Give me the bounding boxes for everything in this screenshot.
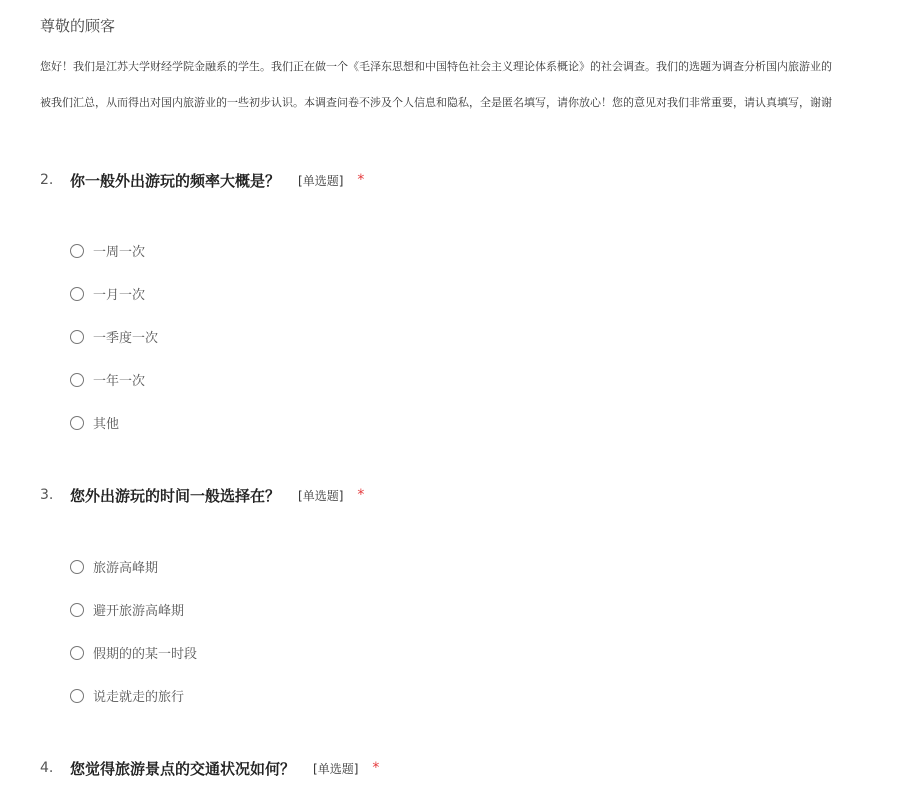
intro-text-line-1: 您好！我们是江苏大学财经学院金融系的学生。我们正在做一个《毛泽东思想和中国特色社会主义理论体系概论》的社会调查。我们的选题为调查分析国内旅游业的 <box>40 60 832 73</box>
required-mark: * <box>372 760 380 776</box>
radio-button[interactable] <box>70 287 84 301</box>
option-weekly[interactable] <box>70 241 145 260</box>
question-header <box>40 168 364 192</box>
radio-button[interactable] <box>70 416 84 430</box>
question-number: 2. <box>40 172 54 188</box>
option-label: 旅游高峰期 <box>93 561 159 576</box>
question-title: 您外出游玩的时间一般选择在？ <box>70 486 281 505</box>
question-type-badge: [单选题] <box>298 173 344 188</box>
question-header <box>40 756 379 780</box>
option-label: 一年一次 <box>93 374 146 389</box>
option-quarterly[interactable] <box>70 327 158 346</box>
required-mark: * <box>357 487 365 503</box>
question-number: 4. <box>40 760 54 776</box>
question-2 <box>40 168 365 432</box>
option-yearly[interactable] <box>70 370 145 389</box>
option-off-peak[interactable] <box>70 600 184 619</box>
option-spontaneous-trip[interactable] <box>70 686 184 705</box>
greeting-heading: 尊敬的顾客 <box>40 17 116 35</box>
required-mark: * <box>357 172 365 188</box>
option-monthly[interactable] <box>70 284 145 303</box>
radio-button[interactable] <box>70 689 84 703</box>
radio-button[interactable] <box>70 373 84 387</box>
option-holiday-period[interactable] <box>70 643 197 662</box>
radio-button[interactable] <box>70 244 84 258</box>
option-label: 说走就走的旅行 <box>93 690 185 705</box>
question-number: 3. <box>40 487 54 503</box>
question-type-badge: [单选题] <box>298 488 344 503</box>
option-label: 一月一次 <box>93 288 146 303</box>
option-label: 其他 <box>93 417 120 432</box>
radio-button[interactable] <box>70 603 84 617</box>
option-label: 一周一次 <box>93 245 146 260</box>
intro-text-line-2: 被我们汇总，从而得出对国内旅游业的一些初步认识。本调查问卷不涉及个人信息和隐私，全是匿名填写，请你放心！您的意见对我们非常重要，请认真填写，谢谢 <box>40 96 832 109</box>
question-type-badge: [单选题] <box>313 761 359 776</box>
question-header <box>40 483 364 507</box>
question-title: 你一般外出游玩的频率大概是？ <box>70 171 281 190</box>
radio-button[interactable] <box>70 646 84 660</box>
question-4 <box>40 756 379 780</box>
option-label: 一季度一次 <box>93 331 159 346</box>
option-label: 避开旅游高峰期 <box>93 604 185 619</box>
radio-button[interactable] <box>70 330 84 344</box>
question-3 <box>40 483 365 705</box>
radio-button[interactable] <box>70 560 84 574</box>
option-other[interactable] <box>70 413 119 432</box>
option-peak-season[interactable] <box>70 557 158 576</box>
option-label: 假期的的某一时段 <box>93 647 198 662</box>
question-title: 您觉得旅游景点的交通状况如何？ <box>70 759 296 778</box>
